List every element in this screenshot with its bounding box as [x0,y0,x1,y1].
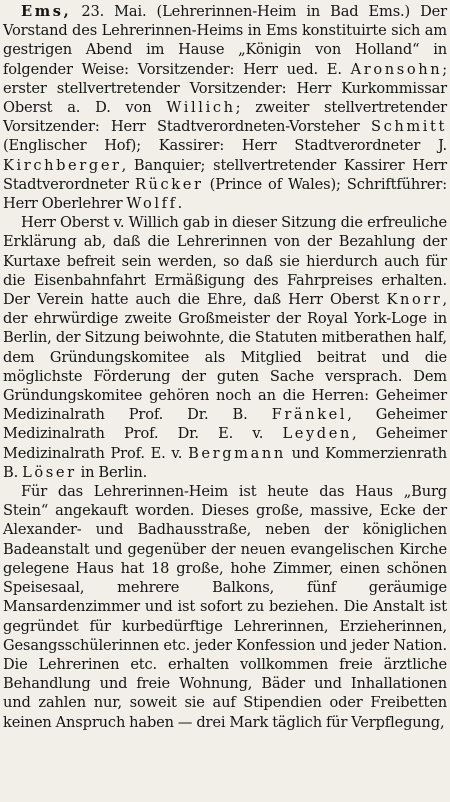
spaced-name: Kirchberger [3,156,122,174]
spaced-name: Aronsohn [350,60,443,78]
spaced-name: Wolff [126,195,178,213]
text-run: , Banquier; stellvertretender Kassirer Herr Stadtverordneter [3,156,447,193]
text-run: . [177,195,183,213]
text-run: (Englischer Hof); Kassirer: Herr Stadtverordneter J. [3,137,447,155]
spaced-name: Willich [166,99,236,117]
text-run: ued. E. [286,60,351,78]
paragraph-1 [3,2,447,213]
text-run: , der ehrwürdige zweite Großmeister der Royal York-Loge in Berlin, der Sitzung beiwohnte, die Statuten mitberathen half, dem Gründungskomitee als Mitglied beitrat und die möglichste Förderung der guten Sache versprach. Dem Gründungskomitee gehören noch an die Herren: Geheimer Medizinalrath Prof. Dr. B. [3,291,447,424]
spaced-name: Fränkel [271,406,348,424]
spaced-name: Rücker [134,175,204,193]
text-run: ; erster stellvertretender Vorsitzender: Herr Kurkommissar Oberst a. D. von [3,60,447,117]
paragraph-2 [3,213,447,482]
spaced-name: Bergmann [188,444,286,462]
paragraph-1-body [3,61,447,212]
text-run: Herr Oberst v. Willich gab in dieser Sitzung die erfreuliche Erklärung ab, daß die Lehrerinnen von der Bezahlung der Kurtaxe befreit sein werden, so daß sie hierdurch auch für die Eisenbahnfahrt Ermäßigung des Fahrpreises erhalten. Der Verein hatte auch die Ehre, daß Herr Oberst [3,214,447,309]
text-run: und Kommerzienrath B. [3,444,447,481]
spaced-name: Schmitt [370,118,447,136]
paragraph-3: Für das Lehrerinnen-Heim ist heute das Haus „Burg Stein“ angekauft worden. Dieses große, massive, Ecke der Alexander- und Badhausstraße, neben der königlichen Badeanstalt und gegenüber der neuen evangelischen Kirche gelegene Haus hat 18 große, hohe Zimmer, einen schönen Speisesaal, mehrere Balkons, fünf geräumige Mansardenzimmer und ist sofort zu beziehen. Die Anstalt ist gegründet für kurbedürftige Lehrerinnen, Erzieherinnen, Gesangsschülerinnen etc. jeder Konfession und jeder Nation. Die Lehrerinen etc. erhalten vollkommen freie ärztliche Behandlung und freie Wohnung, Bäder und Inhallationen und zahlen nur, soweit sie auf Stipendien oder Freibetten keinen Anspruch haben — drei Mark täglich für Verpflegung, [3,483,447,731]
text-run: ; zweiter stellvertretender Vorsitzender: Herr Stadtverordneten-Vorsteher [3,99,448,136]
text-run: , Geheimer Medizinalrath Prof. Dr. E. v. [3,406,447,443]
text-run: (Prince of Wales); Schriftführer: Herr Oberlehrer [3,175,447,213]
dateline-place: Ems, [21,3,72,20]
dateline-text: 23. Mai. (Lehrerinnen-Heim in Bad Ems.) Der Vorstand des Lehrerinnen-Heims in Ems konstituirte sich am gestrigen Abend im Hause „Königin von Holland“ in folgender Weise: Vorsitzender: Herr [3,3,447,78]
spaced-name: Leyden [282,425,352,443]
spaced-name: Knorr [386,291,443,309]
spaced-name: Löser [22,463,77,481]
text-run: , Geheimer Medizinalrath Prof. E. v. [3,425,447,462]
text-run: in Berlin. [76,463,148,481]
